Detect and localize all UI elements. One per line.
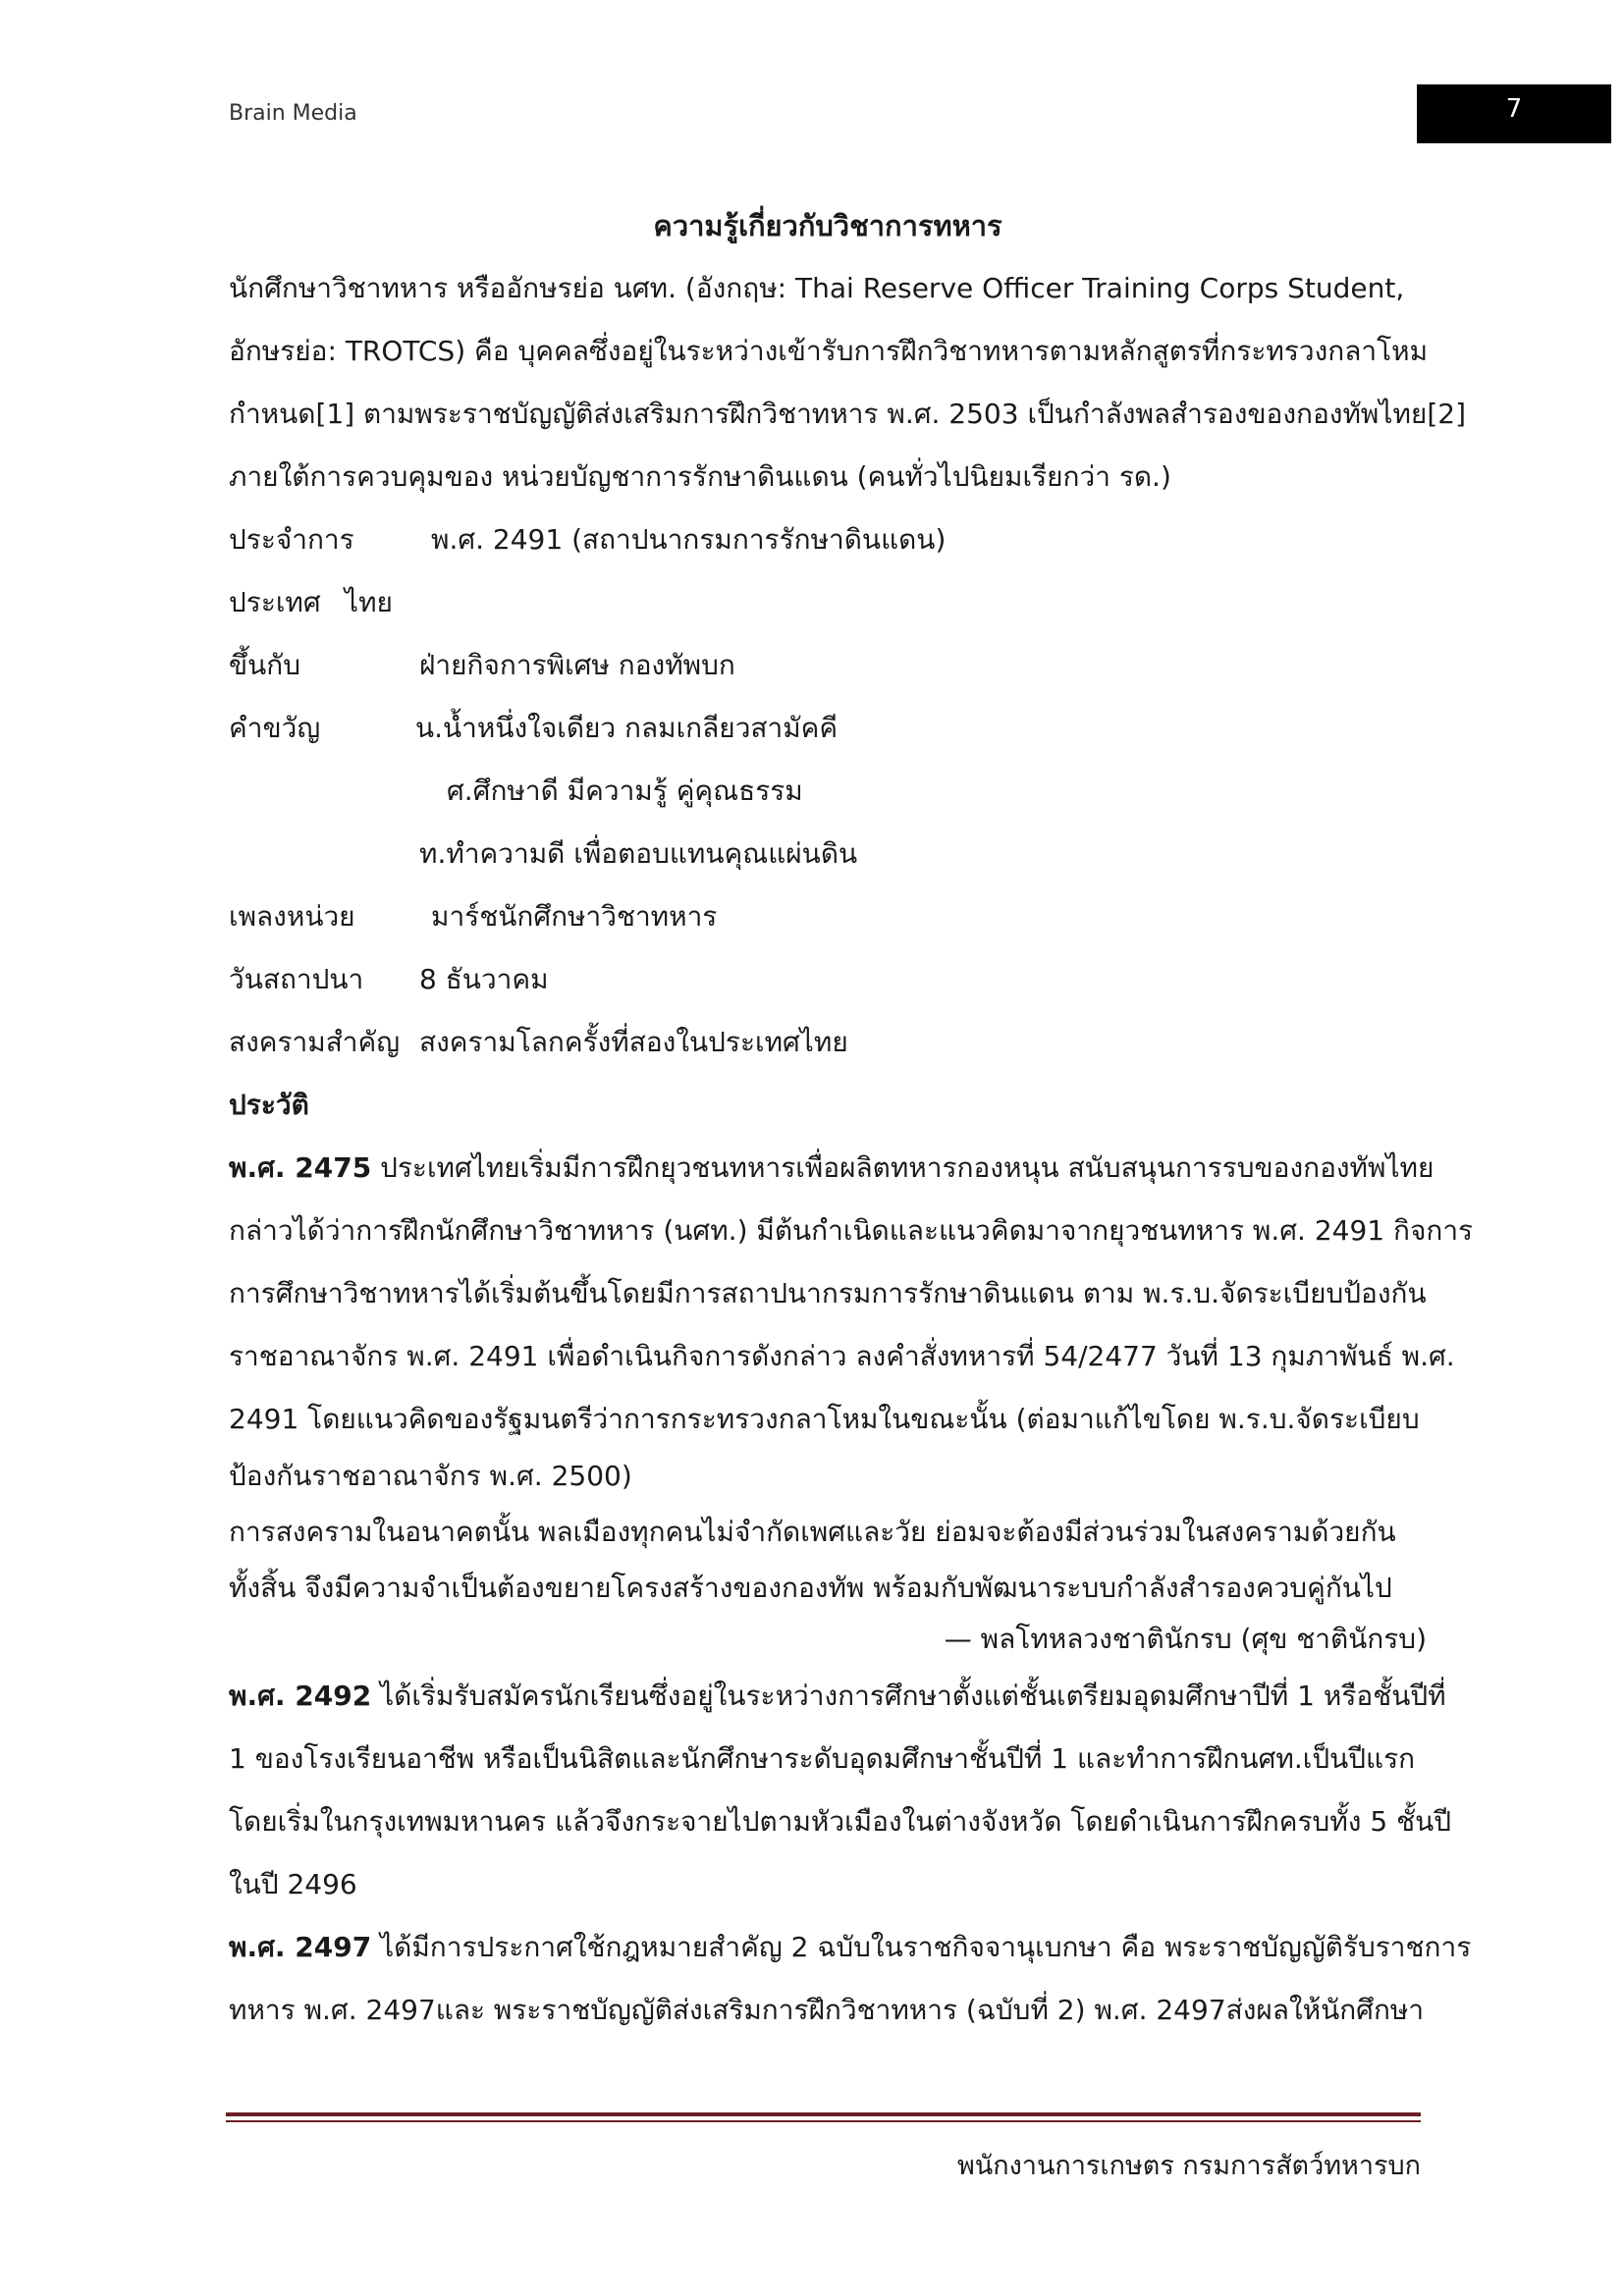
page-title: ความรู้เกี่ยวกับวิชาการทหาร	[653, 209, 1002, 242]
facts-list	[229, 508, 1427, 1074]
fact-value: ฝ่ายกิจการพิเศษ กองทัพบก	[419, 649, 735, 681]
paragraph-line: การศึกษาวิชาทหารได้เริ่มต้นขึ้นโดยมีการสถาปนากรมการรักษาดินแดน ตาม พ.ร.บ.จัดระเบียบป้องกัน	[229, 1277, 1427, 1309]
fact-label: ประเทศ	[229, 586, 321, 618]
quote-block	[229, 1502, 1427, 1665]
paragraph-line: 2491 โดยแนวคิดของรัฐมนตรีว่าการกระทรวงกลาโหมในขณะนั้น (ต่อมาแก้ไขโดย พ.ร.บ.จัดระเบียบ	[229, 1403, 1420, 1435]
fact-value: มาร์ชนักศึกษาวิชาทหาร	[431, 900, 718, 933]
quote-line: การสงครามในอนาคตนั้น พลเมืองทุกคนไม่จำกัดเพศและวัย ย่อมจะต้องมีส่วนร่วมในสงครามด้วยกัน	[229, 1516, 1396, 1548]
footer-rule	[226, 2112, 1421, 2116]
paragraph-text: ประเทศไทยเริ่มมีการฝึกยุวชนทหารเพื่อผลิตทหารกองหนุน สนับสนุนการรบของกองทัพไทย	[371, 1151, 1435, 1184]
fact-row	[229, 1011, 1427, 1074]
intro-line: ภายใต้การควบคุมของ หน่วยบัญชาการรักษาดินแดน (คนทั่วไปนิยมเรียกว่า รด.)	[229, 460, 1171, 493]
year-label: พ.ศ. 2497	[229, 1931, 372, 1963]
paragraph-line: ทหาร พ.ศ. 2497และ พระราชบัญญัติส่งเสริมการฝึกวิชาทหาร (ฉบับที่ 2) พ.ศ. 2497ส่งผลให้นักศึกษา	[229, 1994, 1425, 2026]
fact-value: ท.ทำความดี เพื่อตอบแทนคุณแผ่นดิน	[419, 837, 858, 870]
paragraph-line	[229, 1137, 1435, 1200]
fact-label: ขึ้นกับ	[229, 649, 301, 681]
history-paragraph-2475	[229, 1137, 1474, 1502]
fact-label: สงครามสำคัญ	[229, 1026, 401, 1058]
quote-line: ทั้งสิ้น จึงมีความจำเป็นต้องขยายโครงสร้างของกองทัพ พร้อมกับพัฒนาระบบกำลังสำรองควบคู่กันไป	[229, 1572, 1392, 1604]
year-label: พ.ศ. 2475	[229, 1151, 372, 1184]
paragraph-text: ได้เริ่มรับสมัครนักเรียนซึ่งอยู่ในระหว่างการศึกษาตั้งแต่ชั้นเตรียมอุดมศึกษาปีที่ 1 หรือชั้นปีที่	[371, 1680, 1446, 1712]
page-number: 7	[1417, 84, 1611, 143]
fact-label: คำขวัญ	[229, 712, 321, 744]
intro-line: นักศึกษาวิชาทหาร หรืออักษรย่อ นศท. (อังกฤษ: Thai Reserve Officer Training Corps Student,	[229, 272, 1405, 304]
fact-row	[229, 634, 1427, 697]
quote-attribution: — พลโทหลวงชาตินักรบ (ศุข ชาตินักรบ)	[944, 1623, 1427, 1655]
fact-row	[229, 823, 1427, 885]
fact-row	[229, 948, 1427, 1011]
paragraph-line	[229, 1665, 1446, 1728]
footer-text: พนักงานการเกษตร กรมการสัตว์ทหารบก	[957, 2151, 1421, 2181]
paragraph-line: โดยเริ่มในกรุงเทพมหานคร แล้วจึงกระจายไปตามหัวเมืองในต่างจังหวัด โดยดำเนินการฝึกครบทั้ง 5 ชั้นปี	[229, 1805, 1451, 1838]
history-paragraph-2492	[229, 1665, 1451, 1916]
fact-value: สงครามโลกครั้งที่สองในประเทศไทย	[419, 1026, 848, 1058]
fact-row	[229, 571, 1427, 634]
fact-value: ไทย	[345, 586, 393, 618]
fact-label: เพลงหน่วย	[229, 900, 355, 933]
fact-row	[229, 760, 1427, 823]
paragraph-line: 1 ของโรงเรียนอาชีพ หรือเป็นนิสิตและนักศึกษาระดับอุดมศึกษาชั้นปีที่ 1 และทำการฝึกนศท.เป็นปีแรก	[229, 1742, 1416, 1775]
intro-paragraph	[229, 257, 1466, 508]
history-paragraph-2497	[229, 1916, 1472, 2042]
paragraph-line	[229, 1916, 1472, 1979]
fact-label: วันสถาปนา	[229, 963, 364, 995]
fact-label: ประจำการ	[229, 523, 354, 556]
paragraph-line: ป้องกันราชอาณาจักร พ.ศ. 2500)	[229, 1460, 632, 1492]
fact-value: 8 ธันวาคม	[419, 963, 549, 995]
history-heading: ประวัติ	[229, 1089, 309, 1121]
intro-line: กำหนด[1] ตามพระราชบัญญัติส่งเสริมการฝึกวิชาทหาร พ.ศ. 2503 เป็นกำลังพลสำรองของกองทัพไทย[2]	[229, 398, 1466, 430]
footer-rule-thin	[226, 2120, 1421, 2122]
fact-value: พ.ศ. 2491 (สถาปนากรมการรักษาดินแดน)	[431, 523, 947, 556]
paragraph-text: ได้มีการประกาศใช้กฎหมายสำคัญ 2 ฉบับในราชกิจจานุเบกษา คือ พระราชบัญญัติรับราชการ	[371, 1931, 1472, 1963]
paragraph-line: กล่าวได้ว่าการฝึกนักศึกษาวิชาทหาร (นศท.) มีต้นกำเนิดและแนวคิดมาจากยุวชนทหาร พ.ศ. 2491 กิจการ	[229, 1214, 1474, 1247]
fact-value: น.น้ำหนึ่งใจเดียว กลมเกลียวสามัคคี	[415, 712, 839, 744]
paragraph-line: ราชอาณาจักร พ.ศ. 2491 เพื่อดำเนินกิจการดังกล่าว ลงคำสั่งทหารที่ 54/2477 วันที่ 13 กุมภาพันธ์ พ.ศ.	[229, 1340, 1455, 1372]
fact-row	[229, 885, 1427, 948]
page-body	[229, 194, 1474, 2042]
intro-line: อักษรย่อ: TROTCS) คือ บุคคลซึ่งอยู่ในระหว่างเข้ารับการฝึกวิชาทหารตามหลักสูตรที่กระทรวงกลาโหม	[229, 335, 1429, 367]
fact-value: ศ.ศึกษาดี มีความรู้ คู่คุณธรรม	[447, 774, 803, 807]
running-header: Brain Media	[229, 101, 357, 126]
fact-row	[229, 508, 1427, 571]
year-label: พ.ศ. 2492	[229, 1680, 372, 1712]
fact-row	[229, 697, 1427, 760]
paragraph-line: ในปี 2496	[229, 1868, 357, 1900]
